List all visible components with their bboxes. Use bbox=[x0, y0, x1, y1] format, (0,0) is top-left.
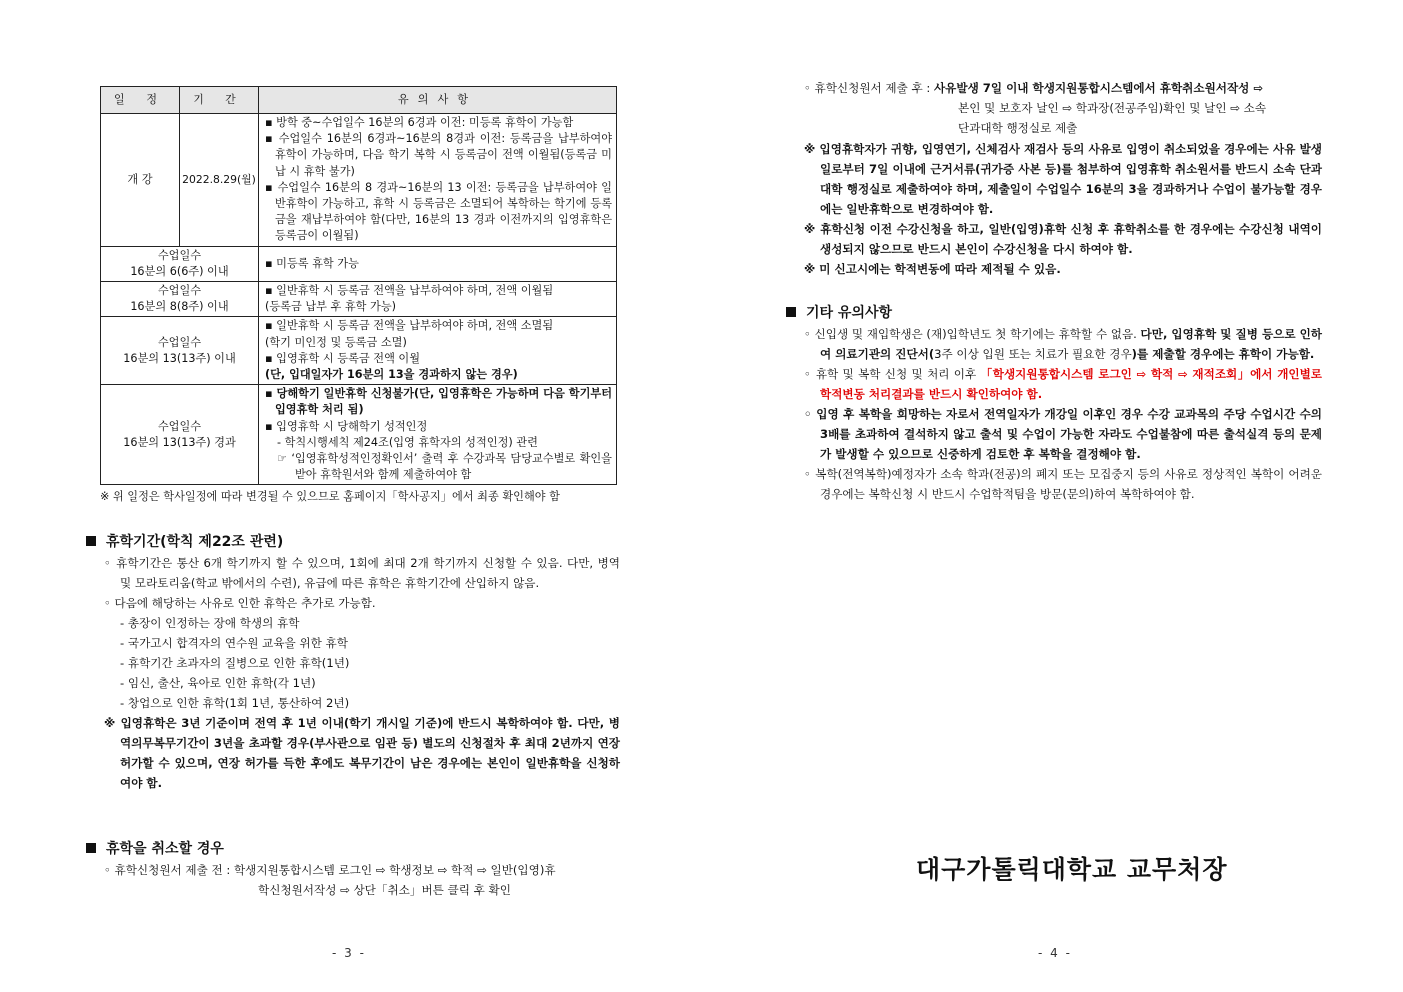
note-line: ▪ 일반휴학 시 등록금 전액을 납부하여야 하며, 전액 소멸됨 bbox=[265, 319, 554, 333]
table-header-row bbox=[101, 87, 617, 114]
leave-period-line: - 국가고시 합격자의 연수원 교육을 위한 휴학 bbox=[120, 636, 348, 650]
schedule-cell: 개 강 bbox=[101, 114, 180, 247]
right-note-line: ※ 입영휴학자가 귀향, 입영연기, 신체검사 재검사 등의 사유로 입영이 취소되었을 경우에는 사유 발생일로부터 7일 이내에 근거서류(귀가증 사본 등)를 첨부하여 입영휴학 취소원서를 반드시 소속 단과대학 행정실로 제출하여야 하며, 제출일이 수업일수 16분의 3을 경과하거나 수업이 불가능할 경우에는 일반휴학으로 변경하여야 함. bbox=[804, 142, 1322, 216]
leave-period-line: - 창업으로 인한 휴학(1회 1년, 통산하여 2년) bbox=[120, 696, 350, 710]
notes-cell bbox=[259, 317, 617, 385]
right-note-line: ※ 미 신고시에는 학적변동에 따라 제적될 수 있음. bbox=[804, 262, 1061, 276]
note-line: ▪ 입영휴학 시 당해학기 성적인정 bbox=[265, 419, 428, 433]
item1-bold: 다만, 입영휴학 및 질병 등으로 인하여 의료기관의 진단서( bbox=[820, 327, 1322, 361]
cancel-before-line1: ◦ 휴학신청원서 제출 전 : 학생지원통합시스템 로그인 ⇨ 학생정보 ⇨ 학적 ⇨ 일반(입영)휴 bbox=[104, 863, 556, 877]
section-other-notes-heading bbox=[786, 302, 892, 322]
cancel-after-line2: 본인 및 보호자 날인 ⇨ 학과장(전공주임)확인 및 날인 ⇨ 소속 bbox=[958, 101, 1267, 115]
cancel-before-line2: 학신청원서작성 ⇨ 상단「취소」버튼 클릭 후 확인 bbox=[258, 883, 511, 897]
leave-period-body bbox=[104, 553, 620, 793]
other-notes-body bbox=[804, 324, 1322, 504]
section-title: 기타 유의사항 bbox=[806, 305, 893, 321]
note-line: (단, 입대일자가 16분의 13을 경과하지 않는 경우) bbox=[265, 368, 518, 382]
note-line: ▪ 방학 중~수업일수 16분의 6경과 이전: 미등록 휴학이 가능함 bbox=[265, 116, 574, 129]
note-line: ▪ 당해학기 일반휴학 신청불가(단, 입영휴학은 가능하며 다음 학기부터 입영휴학 처리 됨) bbox=[265, 387, 612, 417]
item2-normal: ◦ 휴학 및 복학 신청 및 처리 이후 bbox=[804, 367, 981, 381]
page-3 bbox=[0, 0, 700, 992]
note-line: ▪ 수업일수 16분의 6경과~16분의 8경과 이전: 등록금을 납부하여야 휴학이 가능하며, 다음 학기 복학 시 등록금이 전액 이월됨(등록금 미납 시 휴학 불가) bbox=[265, 132, 612, 178]
period-cell: 수업일수 16분의 13(13주) 이내 bbox=[101, 317, 259, 385]
section-cancel-heading bbox=[86, 838, 224, 858]
leave-period-line: ◦ 다음에 해당하는 사유로 인한 휴학은 추가로 가능함. bbox=[104, 596, 376, 610]
section-title: 휴학기간(학칙 제22조 관련) bbox=[106, 534, 284, 550]
table-footnote: ※ 위 일정은 학사일정에 따라 변경될 수 있으므로 홈페이지「학사공지」에서 최종 확인해야 함 bbox=[100, 490, 560, 503]
other-note-item3: ◦ 입영 후 복학을 희망하는 자로서 전역일자가 개강일 이후인 경우 수강 교과목의 주당 수업시간 수의 3배를 초과하여 결석하지 않고 출석 및 수업이 가능한 자라도 수업불참에 따른 출석실격 등의 문제가 발생할 수 있으므로 신중하게 검토한 후 복학을 결정해야 함. bbox=[804, 407, 1322, 461]
item1-bold2: )를 제출할 경우에는 휴학이 가능함. bbox=[1131, 347, 1315, 361]
schedule-table bbox=[100, 86, 617, 485]
notes-cell bbox=[259, 282, 617, 317]
square-bullet-icon bbox=[786, 307, 796, 317]
header-notes: 유의사항 bbox=[259, 87, 617, 114]
note-line: ▪ 미등록 휴학 가능 bbox=[265, 256, 359, 270]
note-line: ▪ 입영휴학 시 등록금 전액 이월 bbox=[265, 351, 421, 365]
header-period: 기 간 bbox=[180, 87, 259, 114]
table-row bbox=[101, 385, 617, 485]
period-cell: 수업일수 16분의 13(13주) 경과 bbox=[101, 385, 259, 485]
header-schedule: 일 정 bbox=[101, 87, 180, 114]
cancel-after-bold: 사유발생 7일 이내 학생지원통합시스템에서 휴학취소원서작성 ⇨ bbox=[933, 81, 1264, 95]
cancel-after-label: ◦ 휴학신청원서 제출 후 : bbox=[804, 81, 934, 95]
page-number-left: - 3 - bbox=[332, 946, 366, 960]
notes-cell bbox=[259, 246, 617, 281]
note-line: - 학칙시행세칙 제24조(입영 휴학자의 성적인정) 관련 bbox=[277, 435, 538, 449]
item1-normal: ◦ 신입생 및 재입학생은 (재)입학년도 첫 학기에는 휴학할 수 없음. bbox=[804, 327, 1141, 341]
period-cell: 수업일수 16분의 6(6주) 이내 bbox=[101, 246, 259, 281]
leave-period-line: - 임신, 출산, 육아로 인한 휴학(각 1년) bbox=[120, 676, 316, 690]
period-cell: 수업일수 16분의 8(8주) 이내 bbox=[101, 282, 259, 317]
leave-period-line: - 총장이 인정하는 장애 학생의 휴학 bbox=[120, 616, 300, 630]
square-bullet-icon bbox=[86, 843, 96, 853]
right-note-line: ※ 휴학신청 이전 수강신청을 하고, 일반(입영)휴학 신청 후 휴학취소를 한 경우에는 수강신청 내역이 생성되지 않으므로 반드시 본인이 수강신청을 다시 하여야 함. bbox=[804, 222, 1322, 256]
leave-period-line: ※ 입영휴학은 3년 기준이며 전역 후 1년 이내(학기 개시일 기준)에 반드시 복학하여야 함. 다만, 병역의무복무기간이 3년을 초과할 경우(부사관으로 임관 등) 별도의 신청절차 후 최대 2년까지 연장 허가할 수 있으며, 연장 허가를 득한 후에도 복무기간이 남은 경우에는 본인이 일반휴학을 신청하여야 함. bbox=[104, 716, 620, 790]
table-row bbox=[101, 246, 617, 281]
issuer-title: 대구가톨릭대학교 교무처장 bbox=[916, 855, 1228, 884]
date-cell: 2022.8.29(월) bbox=[180, 114, 259, 247]
section-title: 휴학을 취소할 경우 bbox=[106, 841, 224, 857]
other-note-item1 bbox=[804, 324, 1322, 364]
item1-normal2: 3주 이상 입원 또는 치료가 필요한 경우 bbox=[934, 347, 1132, 361]
section-leave-period-heading bbox=[86, 531, 283, 551]
leave-period-line: - 휴학기간 초과자의 질병으로 인한 휴학(1년) bbox=[120, 656, 350, 670]
page-number-right: - 4 - bbox=[1038, 946, 1072, 960]
item2-red: 「학생지원통합시스템 로그인 ⇨ 학적 ⇨ 재적조회」에서 개인별로 학적변동 처리결과를 반드시 확인하여야 함. bbox=[820, 367, 1322, 401]
note-line: (등록금 납부 후 휴학 가능) bbox=[265, 300, 397, 314]
notes-cell bbox=[259, 114, 617, 247]
table-row bbox=[101, 282, 617, 317]
other-note-item4: ◦ 복학(전역복학)예정자가 소속 학과(전공)의 폐지 또는 모집중지 등의 사유로 정상적인 복학이 어려운 경우에는 복학신청 시 반드시 수업학적팀을 방문(문의)하여 복학하여야 함. bbox=[804, 467, 1322, 501]
table-row bbox=[101, 114, 617, 247]
cancel-after-line3: 단과대학 행정실로 제출 bbox=[958, 121, 1078, 135]
table-row bbox=[101, 317, 617, 385]
right-notes bbox=[804, 139, 1322, 279]
note-line: ▪ 일반휴학 시 등록금 전액을 납부하여야 하며, 전액 이월됨 bbox=[265, 284, 554, 298]
cancel-after-body bbox=[804, 78, 1326, 138]
note-line: ☞ ‘입영휴학성적인정확인서’ 출력 후 수강과목 담당교수별로 확인을 받아 휴학원서와 함께 제출하여야 함 bbox=[277, 452, 612, 482]
note-line: (학기 미인정 및 등록금 소멸) bbox=[265, 335, 407, 349]
note-line: ▪ 수업일수 16분의 8 경과~16분의 13 이전: 등록금을 납부하여야 일반휴학이 가능하고, 휴학 시 등록금은 소멸되어 복학하는 학기에 등록금을 재납부하여야 함(다만, 16분의 13 경과 이전까지의 입영휴학은 등록금이 이월됨) bbox=[265, 180, 612, 243]
square-bullet-icon bbox=[86, 536, 96, 546]
leave-period-line: ◦ 휴학기간은 통산 6개 학기까지 할 수 있으며, 1회에 최대 2개 학기까지 신청할 수 있음. 다만, 병역 및 모라토리움(학교 밖에서의 수련), 유급에 따른 휴학은 휴학기간에 산입하지 않음. bbox=[104, 556, 620, 590]
notes-cell bbox=[259, 385, 617, 485]
page-4 bbox=[700, 0, 1403, 992]
other-note-item2 bbox=[804, 364, 1322, 404]
cancel-before-body bbox=[104, 860, 624, 900]
